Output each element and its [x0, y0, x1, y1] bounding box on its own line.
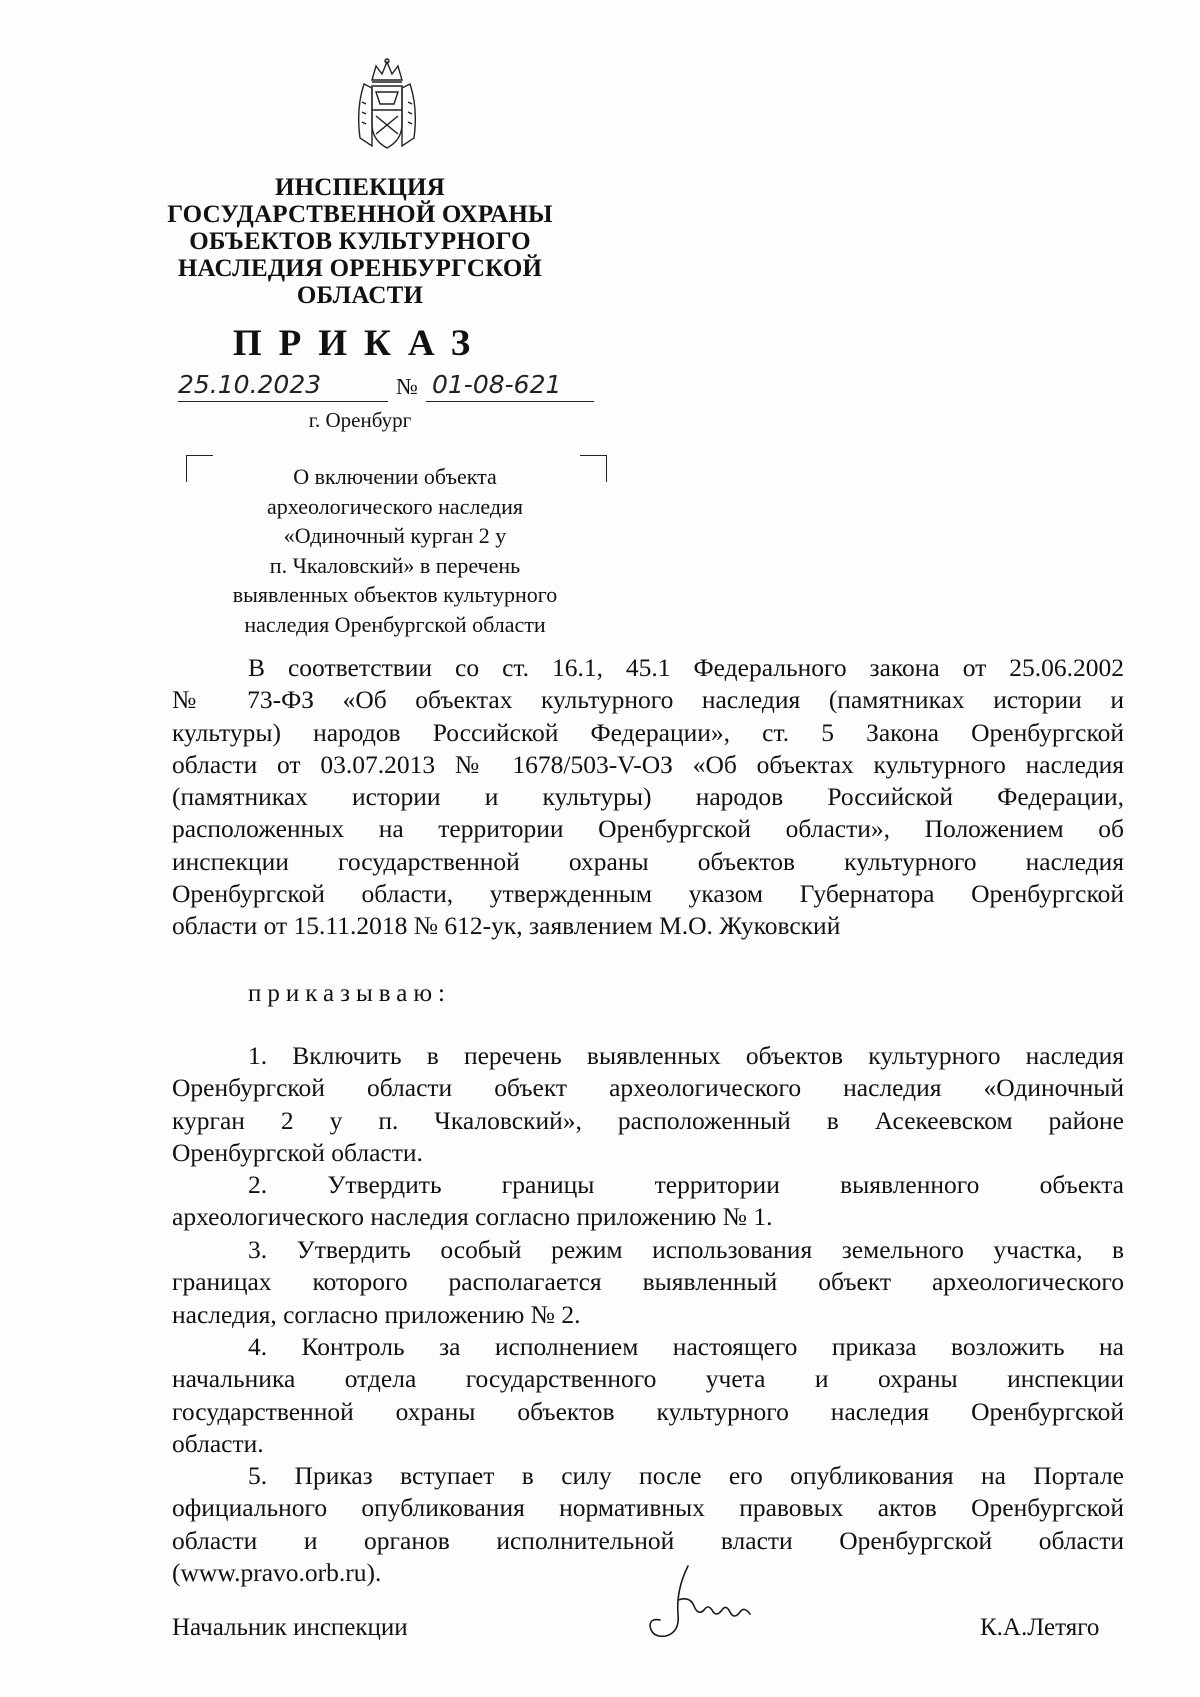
item-line: 4. Контроль за исполнением настоящего приказа возложить на [248, 1332, 1124, 1361]
org-line: НАСЛЕДИЯ ОРЕНБУРГСКОЙ [177, 255, 543, 282]
item-line: 1. Включить в перечень выявленных объектов культурного наследия [248, 1041, 1124, 1070]
order-item-4 [172, 1331, 1124, 1460]
signatory-title: Начальник инспекции [172, 1614, 408, 1641]
order-item-3 [172, 1234, 1124, 1331]
subject-line: «Одиночный курган 2 у [283, 523, 507, 548]
order-number: 01-08-621 [432, 370, 562, 399]
preamble-line: культуры) народов Российской Федерации», ст. 5 Закона Оренбургской [172, 717, 1124, 747]
item-line: наследия, согласно приложению № 2. [172, 1299, 581, 1329]
preamble [172, 652, 1124, 943]
date-underline [178, 401, 388, 402]
preamble-line: инспекции государственной охраны объектов культурного наследия [172, 846, 1124, 876]
subject-line: наследия Оренбургской области [244, 611, 546, 637]
document-type-title: ПРИКАЗ [232, 323, 488, 364]
handwritten-signature [628, 1560, 778, 1646]
date-number-line [170, 370, 590, 406]
preamble-line: № 73-ФЗ «Об объектах культурного наследия (памятниках истории и [172, 685, 1124, 715]
preamble-line: (памятниках истории и культуры) народов Российской Федерации, [172, 782, 1124, 812]
number-sign: № [396, 374, 418, 399]
item-line: области и органов исполнительной власти Оренбургской области [172, 1525, 1124, 1555]
item-line: 2. Утвердить границы территории выявленного объекта [248, 1170, 1124, 1199]
order-date: 25.10.2023 [178, 370, 322, 399]
item-line: начальника отдела государственного учета и охраны инспекции [172, 1364, 1124, 1394]
item-line: (www.pravo.orb.ru). [172, 1557, 382, 1587]
number-underline [426, 401, 594, 402]
item-line: 5. Приказ вступает в силу после его опубликования на Портале [248, 1461, 1124, 1490]
org-line: ГОСУДАРСТВЕННОЙ ОХРАНЫ [167, 201, 553, 228]
subject-line: выявленных объектов культурного [232, 582, 558, 607]
item-line: Оренбургской области объект археологического наследия «Одиночный [172, 1073, 1124, 1103]
preamble-line: расположенных на территории Оренбургской области», Положением об [172, 814, 1124, 844]
city: г. Оренбург [308, 408, 412, 432]
order-item-1 [172, 1040, 1124, 1169]
org-line: ИНСПЕКЦИЯ [275, 174, 445, 201]
item-line: 3. Утвердить особый режим использования земельного участка, в [248, 1235, 1124, 1264]
subject-line: археологического наследия [267, 493, 523, 519]
preamble-line: В соответствии со ст. 16.1, 45.1 Федерального закона от 25.06.2002 [248, 653, 1124, 682]
subject-line: п. Чкаловский» в перечень [269, 552, 521, 578]
preamble-line: области от 15.11.2018 № 612-ук, заявлением М.О. Жуковский [172, 911, 841, 941]
signatory-name: К.А.Летяго [980, 1614, 1100, 1641]
organization-name [150, 174, 570, 309]
item-line: границах которого располагается выявленный объект археологического [172, 1267, 1124, 1297]
item-line: археологического наследия согласно приложению № 1. [172, 1202, 773, 1232]
subject-line: О включении объекта [293, 464, 497, 489]
item-line: курган 2 у п. Чкаловский», расположенный в Асекеевском районе [172, 1105, 1124, 1135]
item-line: государственной охраны объектов культурного наследия Оренбургской [172, 1396, 1124, 1426]
item-line: области. [172, 1428, 264, 1458]
org-line: ОБЛАСТИ [296, 282, 424, 309]
decree-word: приказываю: [248, 980, 451, 1007]
preamble-line: Оренбургской области, утвержденным указом Губернатора Оренбургской [172, 879, 1124, 909]
coat-of-arms-icon [350, 58, 424, 154]
org-line: ОБЪЕКТОВ КУЛЬТУРНОГО [189, 228, 531, 255]
item-line: официального опубликования нормативных правовых актов Оренбургской [172, 1493, 1124, 1523]
order-item-2 [172, 1169, 1124, 1234]
item-line: Оренбургской области. [172, 1137, 423, 1167]
order-subject [180, 462, 610, 639]
preamble-line: области от 03.07.2013 № 1678/503-V-ОЗ «Об объектах культурного наследия [172, 749, 1124, 779]
